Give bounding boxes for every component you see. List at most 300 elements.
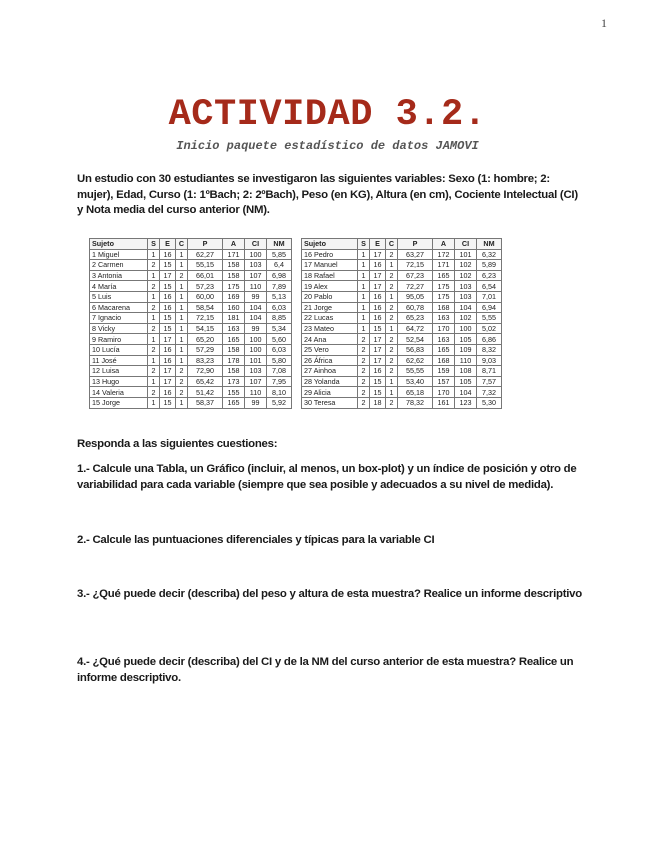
- subject-cell: 24 Ana: [302, 334, 358, 345]
- value-cell: 2: [386, 249, 398, 260]
- value-cell: 67,23: [398, 270, 433, 281]
- value-cell: 1: [176, 323, 188, 334]
- value-cell: 1: [386, 376, 398, 387]
- value-cell: 1: [358, 323, 370, 334]
- value-cell: 181: [223, 313, 245, 324]
- value-cell: 103: [455, 281, 477, 292]
- value-cell: 2: [148, 387, 160, 398]
- value-cell: 170: [433, 387, 455, 398]
- table-row: [90, 281, 292, 292]
- value-cell: 1: [148, 270, 160, 281]
- value-cell: 7,32: [477, 387, 502, 398]
- value-cell: 17: [160, 376, 176, 387]
- value-cell: 165: [223, 397, 245, 408]
- value-cell: 1: [176, 281, 188, 292]
- value-cell: 158: [223, 270, 245, 281]
- value-cell: 2: [358, 344, 370, 355]
- value-cell: 6,03: [267, 302, 292, 313]
- value-cell: 99: [245, 397, 267, 408]
- question-1: 1.- Calcule una Tabla, un Gráfico (incluir, al menos, un box-plot) y un índice de posición y otro de variabilidad para cada variable (siempre que sea posible y adecuados a su nivel de medida).: [77, 463, 577, 491]
- table-row: [90, 397, 292, 408]
- value-cell: 16: [370, 313, 386, 324]
- data-table-left: [89, 238, 292, 409]
- header-cell: S: [358, 239, 370, 250]
- header-cell: CI: [245, 239, 267, 250]
- table-row: [90, 291, 292, 302]
- value-cell: 100: [245, 334, 267, 345]
- value-cell: 72,90: [188, 366, 223, 377]
- value-cell: 62,62: [398, 355, 433, 366]
- question-3: 3.- ¿Qué puede decir (describa) del peso y altura de esta muestra? Realice un informe descriptivo: [77, 588, 582, 600]
- header-cell: P: [398, 239, 433, 250]
- value-cell: 1: [176, 397, 188, 408]
- value-cell: 8,32: [477, 344, 502, 355]
- value-cell: 66,01: [188, 270, 223, 281]
- header-cell: E: [160, 239, 176, 250]
- intro-paragraph: Un estudio con 30 estudiantes se investigaron las siguientes variables: Sexo (1: hombre; 2: mujer), Edad, Curso (1: 1ºBach; 2: 2ºBach), Peso (en KG), Altura (en cm), Cociente Intelectual (CI) y Nota media del curso anterior (NM).: [77, 173, 578, 216]
- value-cell: 157: [433, 376, 455, 387]
- subject-cell: 1 Miguel: [90, 249, 148, 260]
- value-cell: 2: [176, 387, 188, 398]
- value-cell: 102: [455, 260, 477, 271]
- header-cell: NM: [267, 239, 292, 250]
- value-cell: 2: [386, 366, 398, 377]
- value-cell: 18: [370, 397, 386, 408]
- subject-cell: 28 Yolanda: [302, 376, 358, 387]
- value-cell: 5,13: [267, 291, 292, 302]
- table-row: [90, 270, 292, 281]
- header-cell: Sujeto: [90, 239, 148, 250]
- table-row: [90, 387, 292, 398]
- value-cell: 173: [223, 376, 245, 387]
- value-cell: 1: [148, 313, 160, 324]
- value-cell: 165: [223, 334, 245, 345]
- value-cell: 15: [370, 376, 386, 387]
- value-cell: 2: [148, 323, 160, 334]
- value-cell: 1: [148, 397, 160, 408]
- subject-cell: 17 Manuel: [302, 260, 358, 271]
- value-cell: 5,30: [477, 397, 502, 408]
- value-cell: 5,89: [477, 260, 502, 271]
- table-row: [302, 397, 502, 408]
- table-row: [90, 355, 292, 366]
- value-cell: 100: [245, 249, 267, 260]
- value-cell: 17: [160, 334, 176, 345]
- value-cell: 57,23: [188, 281, 223, 292]
- value-cell: 1: [148, 249, 160, 260]
- subject-cell: 27 Ainhoa: [302, 366, 358, 377]
- value-cell: 159: [433, 366, 455, 377]
- value-cell: 1: [358, 291, 370, 302]
- subject-cell: 2 Carmen: [90, 260, 148, 271]
- subject-cell: 10 Lucía: [90, 344, 148, 355]
- value-cell: 2: [358, 376, 370, 387]
- value-cell: 7,57: [477, 376, 502, 387]
- value-cell: 6,54: [477, 281, 502, 292]
- subject-cell: 20 Pablo: [302, 291, 358, 302]
- value-cell: 16: [370, 366, 386, 377]
- value-cell: 101: [245, 355, 267, 366]
- value-cell: 175: [433, 281, 455, 292]
- value-cell: 160: [223, 302, 245, 313]
- value-cell: 103: [245, 260, 267, 271]
- value-cell: 60,78: [398, 302, 433, 313]
- value-cell: 103: [245, 366, 267, 377]
- value-cell: 175: [223, 281, 245, 292]
- table-row: [302, 334, 502, 345]
- value-cell: 171: [223, 249, 245, 260]
- value-cell: 104: [245, 313, 267, 324]
- subject-cell: 14 Valeria: [90, 387, 148, 398]
- value-cell: 163: [433, 334, 455, 345]
- table-row: [90, 323, 292, 334]
- value-cell: 52,54: [398, 334, 433, 345]
- value-cell: 1: [358, 270, 370, 281]
- value-cell: 7,89: [267, 281, 292, 292]
- value-cell: 109: [455, 344, 477, 355]
- value-cell: 55,15: [188, 260, 223, 271]
- value-cell: 5,02: [477, 323, 502, 334]
- table-row: [302, 260, 502, 271]
- value-cell: 8,10: [267, 387, 292, 398]
- value-cell: 158: [223, 344, 245, 355]
- value-cell: 6,94: [477, 302, 502, 313]
- table-row: [302, 376, 502, 387]
- value-cell: 158: [223, 366, 245, 377]
- value-cell: 17: [160, 270, 176, 281]
- value-cell: 65,23: [398, 313, 433, 324]
- value-cell: 15: [160, 281, 176, 292]
- subject-cell: 25 Vero: [302, 344, 358, 355]
- subject-cell: 21 Jorge: [302, 302, 358, 313]
- value-cell: 2: [386, 355, 398, 366]
- value-cell: 101: [455, 249, 477, 260]
- subject-cell: 16 Pedro: [302, 249, 358, 260]
- value-cell: 63,27: [398, 249, 433, 260]
- value-cell: 2: [358, 334, 370, 345]
- subject-cell: 30 Teresa: [302, 397, 358, 408]
- value-cell: 105: [455, 376, 477, 387]
- table-row: [302, 270, 502, 281]
- value-cell: 2: [386, 334, 398, 345]
- subject-cell: 29 Alicia: [302, 387, 358, 398]
- value-cell: 1: [386, 323, 398, 334]
- value-cell: 17: [370, 281, 386, 292]
- value-cell: 107: [245, 270, 267, 281]
- value-cell: 7,95: [267, 376, 292, 387]
- value-cell: 15: [160, 323, 176, 334]
- value-cell: 17: [160, 366, 176, 377]
- value-cell: 163: [433, 313, 455, 324]
- subject-cell: 8 Vicky: [90, 323, 148, 334]
- value-cell: 110: [245, 387, 267, 398]
- value-cell: 1: [358, 249, 370, 260]
- table-body-right: [302, 249, 502, 408]
- table-row: [90, 313, 292, 324]
- value-cell: 2: [148, 281, 160, 292]
- value-cell: 2: [358, 355, 370, 366]
- value-cell: 103: [455, 291, 477, 302]
- header-cell: E: [370, 239, 386, 250]
- value-cell: 53,40: [398, 376, 433, 387]
- value-cell: 123: [455, 397, 477, 408]
- value-cell: 16: [160, 355, 176, 366]
- value-cell: 104: [455, 302, 477, 313]
- value-cell: 6,23: [477, 270, 502, 281]
- value-cell: 2: [386, 397, 398, 408]
- value-cell: 1: [176, 249, 188, 260]
- value-cell: 17: [370, 334, 386, 345]
- subject-cell: 9 Ramiro: [90, 334, 148, 345]
- subject-cell: 5 Luis: [90, 291, 148, 302]
- value-cell: 15: [370, 323, 386, 334]
- value-cell: 64,72: [398, 323, 433, 334]
- value-cell: 55,55: [398, 366, 433, 377]
- header-cell: A: [433, 239, 455, 250]
- value-cell: 17: [370, 355, 386, 366]
- subject-cell: 26 África: [302, 355, 358, 366]
- value-cell: 5,85: [267, 249, 292, 260]
- value-cell: 104: [245, 302, 267, 313]
- value-cell: 16: [370, 260, 386, 271]
- value-cell: 170: [433, 323, 455, 334]
- table-header-row: [302, 239, 502, 250]
- value-cell: 65,42: [188, 376, 223, 387]
- value-cell: 16: [370, 291, 386, 302]
- value-cell: 1: [358, 302, 370, 313]
- value-cell: 158: [223, 260, 245, 271]
- page-subtitle: Inicio paquete estadístico de datos JAMOVI: [176, 139, 479, 153]
- value-cell: 16: [160, 302, 176, 313]
- table-row: [302, 302, 502, 313]
- value-cell: 2: [386, 302, 398, 313]
- value-cell: 171: [433, 260, 455, 271]
- page-title: ACTIVIDAD 3.2.: [168, 94, 487, 136]
- value-cell: 7,01: [477, 291, 502, 302]
- value-cell: 2: [386, 281, 398, 292]
- table-row: [302, 249, 502, 260]
- value-cell: 95,05: [398, 291, 433, 302]
- value-cell: 1: [176, 302, 188, 313]
- value-cell: 8,71: [477, 366, 502, 377]
- value-cell: 2: [358, 366, 370, 377]
- table-body-left: [90, 249, 292, 408]
- questions-prompt: Responda a las siguientes cuestiones:: [77, 438, 278, 450]
- value-cell: 58,54: [188, 302, 223, 313]
- value-cell: 83,23: [188, 355, 223, 366]
- table-row: [90, 344, 292, 355]
- subject-cell: 12 Luisa: [90, 366, 148, 377]
- value-cell: 1: [386, 291, 398, 302]
- value-cell: 1: [358, 281, 370, 292]
- subject-cell: 19 Alex: [302, 281, 358, 292]
- subject-cell: 4 María: [90, 281, 148, 292]
- value-cell: 168: [433, 302, 455, 313]
- value-cell: 2: [176, 270, 188, 281]
- table-row: [302, 387, 502, 398]
- value-cell: 56,83: [398, 344, 433, 355]
- data-tables: [89, 238, 502, 409]
- question-2: 2.- Calcule las puntuaciones diferenciales y típicas para la variable CI: [77, 534, 435, 546]
- header-cell: S: [148, 239, 160, 250]
- value-cell: 17: [370, 270, 386, 281]
- value-cell: 1: [386, 387, 398, 398]
- value-cell: 168: [433, 355, 455, 366]
- table-header-row: [90, 239, 292, 250]
- value-cell: 165: [433, 344, 455, 355]
- value-cell: 57,29: [188, 344, 223, 355]
- value-cell: 2: [176, 366, 188, 377]
- header-cell: A: [223, 239, 245, 250]
- value-cell: 62,27: [188, 249, 223, 260]
- table-row: [302, 344, 502, 355]
- data-table-right: [301, 238, 502, 409]
- header-cell: CI: [455, 239, 477, 250]
- value-cell: 172: [433, 249, 455, 260]
- value-cell: 1: [148, 334, 160, 345]
- table-row: [302, 323, 502, 334]
- value-cell: 105: [455, 334, 477, 345]
- header-cell: NM: [477, 239, 502, 250]
- value-cell: 2: [148, 366, 160, 377]
- value-cell: 6,4: [267, 260, 292, 271]
- table-row: [90, 249, 292, 260]
- value-cell: 110: [455, 355, 477, 366]
- value-cell: 78,32: [398, 397, 433, 408]
- table-row: [90, 302, 292, 313]
- value-cell: 1: [176, 291, 188, 302]
- value-cell: 155: [223, 387, 245, 398]
- subject-cell: 11 José: [90, 355, 148, 366]
- page-number: 1: [601, 16, 607, 30]
- table-row: [90, 334, 292, 345]
- value-cell: 2: [386, 344, 398, 355]
- value-cell: 65,20: [188, 334, 223, 345]
- value-cell: 6,03: [267, 344, 292, 355]
- value-cell: 2: [386, 270, 398, 281]
- value-cell: 2: [148, 302, 160, 313]
- value-cell: 165: [433, 270, 455, 281]
- value-cell: 72,15: [188, 313, 223, 324]
- table-row: [302, 366, 502, 377]
- value-cell: 5,55: [477, 313, 502, 324]
- value-cell: 6,86: [477, 334, 502, 345]
- value-cell: 15: [160, 260, 176, 271]
- value-cell: 2: [386, 313, 398, 324]
- value-cell: 1: [176, 344, 188, 355]
- value-cell: 6,32: [477, 249, 502, 260]
- subject-cell: 22 Lucas: [302, 313, 358, 324]
- value-cell: 1: [358, 313, 370, 324]
- subject-cell: 3 Antonia: [90, 270, 148, 281]
- value-cell: 16: [160, 344, 176, 355]
- header-cell: P: [188, 239, 223, 250]
- value-cell: 5,80: [267, 355, 292, 366]
- value-cell: 178: [223, 355, 245, 366]
- table-row: [302, 355, 502, 366]
- question-4: 4.- ¿Qué puede decir (describa) del CI y de la NM del curso anterior de esta muestra? Realice un informe descriptivo.: [77, 656, 574, 684]
- value-cell: 60,00: [188, 291, 223, 302]
- value-cell: 99: [245, 323, 267, 334]
- value-cell: 161: [433, 397, 455, 408]
- table-row: [302, 313, 502, 324]
- header-cell: C: [176, 239, 188, 250]
- value-cell: 1: [148, 355, 160, 366]
- value-cell: 54,15: [188, 323, 223, 334]
- value-cell: 72,15: [398, 260, 433, 271]
- subject-cell: 18 Rafael: [302, 270, 358, 281]
- value-cell: 100: [455, 323, 477, 334]
- value-cell: 1: [176, 260, 188, 271]
- value-cell: 100: [245, 344, 267, 355]
- value-cell: 16: [370, 302, 386, 313]
- value-cell: 65,18: [398, 387, 433, 398]
- value-cell: 9,03: [477, 355, 502, 366]
- value-cell: 17: [370, 344, 386, 355]
- value-cell: 110: [245, 281, 267, 292]
- table-row: [90, 376, 292, 387]
- value-cell: 102: [455, 313, 477, 324]
- header-cell: Sujeto: [302, 239, 358, 250]
- value-cell: 15: [370, 387, 386, 398]
- value-cell: 163: [223, 323, 245, 334]
- header-cell: C: [386, 239, 398, 250]
- table-row: [302, 281, 502, 292]
- value-cell: 104: [455, 387, 477, 398]
- value-cell: 1: [148, 291, 160, 302]
- subject-cell: 23 Mateo: [302, 323, 358, 334]
- value-cell: 16: [160, 291, 176, 302]
- value-cell: 7,08: [267, 366, 292, 377]
- value-cell: 15: [160, 397, 176, 408]
- value-cell: 5,60: [267, 334, 292, 345]
- value-cell: 6,98: [267, 270, 292, 281]
- table-row: [90, 260, 292, 271]
- table-row: [90, 366, 292, 377]
- value-cell: 17: [370, 249, 386, 260]
- value-cell: 8,85: [267, 313, 292, 324]
- value-cell: 2: [148, 344, 160, 355]
- value-cell: 108: [455, 366, 477, 377]
- value-cell: 72,27: [398, 281, 433, 292]
- value-cell: 16: [160, 387, 176, 398]
- value-cell: 169: [223, 291, 245, 302]
- value-cell: 2: [176, 376, 188, 387]
- value-cell: 102: [455, 270, 477, 281]
- value-cell: 1: [358, 260, 370, 271]
- value-cell: 5,92: [267, 397, 292, 408]
- table-row: [302, 291, 502, 302]
- subject-cell: 6 Macarena: [90, 302, 148, 313]
- subject-cell: 7 Ignacio: [90, 313, 148, 324]
- value-cell: 1: [176, 313, 188, 324]
- value-cell: 1: [176, 334, 188, 345]
- subject-cell: 13 Hugo: [90, 376, 148, 387]
- value-cell: 175: [433, 291, 455, 302]
- value-cell: 2: [148, 260, 160, 271]
- value-cell: 2: [358, 397, 370, 408]
- value-cell: 2: [358, 387, 370, 398]
- value-cell: 1: [176, 355, 188, 366]
- value-cell: 16: [160, 249, 176, 260]
- value-cell: 51,42: [188, 387, 223, 398]
- value-cell: 99: [245, 291, 267, 302]
- value-cell: 1: [386, 260, 398, 271]
- value-cell: 5,34: [267, 323, 292, 334]
- subject-cell: 15 Jorge: [90, 397, 148, 408]
- value-cell: 58,37: [188, 397, 223, 408]
- value-cell: 107: [245, 376, 267, 387]
